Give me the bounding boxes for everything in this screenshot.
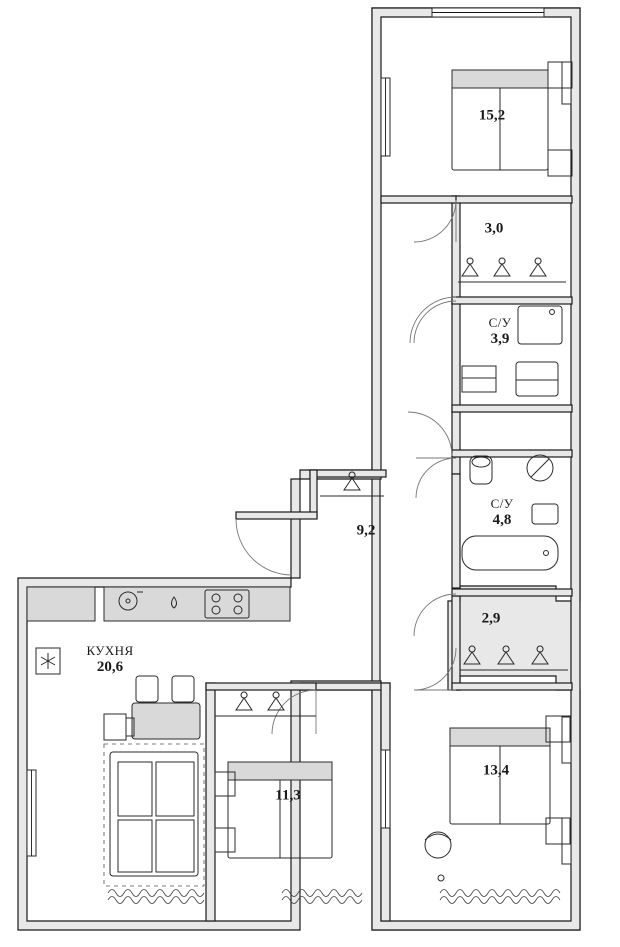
room-label-kitchen	[86, 644, 133, 676]
room-label-closet-1	[485, 220, 504, 237]
room-area: 2,9	[481, 610, 501, 627]
room-label-bathroom-1	[489, 316, 512, 348]
room-label-bedroom-3	[483, 762, 509, 779]
furniture-bathroom-1	[462, 306, 562, 396]
furniture-kitchen	[27, 587, 290, 886]
room-label-bedroom-1	[479, 107, 505, 124]
room-name: С/У	[488, 314, 512, 330]
room-label-hall	[357, 522, 376, 539]
room-area: 4,8	[492, 511, 512, 528]
room-area: 13,4	[482, 762, 510, 779]
balcony-hatching	[108, 890, 560, 904]
doors	[236, 200, 456, 734]
furniture-bedroom-1	[452, 62, 572, 176]
room-area: 3,0	[484, 220, 504, 237]
room-label-bathroom-2	[491, 497, 514, 529]
room-name: КУХНЯ	[86, 642, 134, 658]
room-label-closet-2	[482, 610, 501, 627]
room-area: 9,2	[356, 522, 376, 539]
room-name: С/У	[490, 495, 514, 511]
room-label-bedroom-2	[275, 787, 300, 804]
furniture-bedroom-2	[215, 692, 332, 858]
furniture-bedroom-3	[425, 716, 570, 881]
room-area: 11,3	[275, 787, 301, 804]
room-area: 15,2	[478, 107, 506, 124]
room-area: 20,6	[96, 658, 124, 675]
exterior-walls	[372, 8, 580, 930]
furniture-closet-1	[458, 258, 566, 282]
room-area: 3,9	[490, 330, 510, 347]
